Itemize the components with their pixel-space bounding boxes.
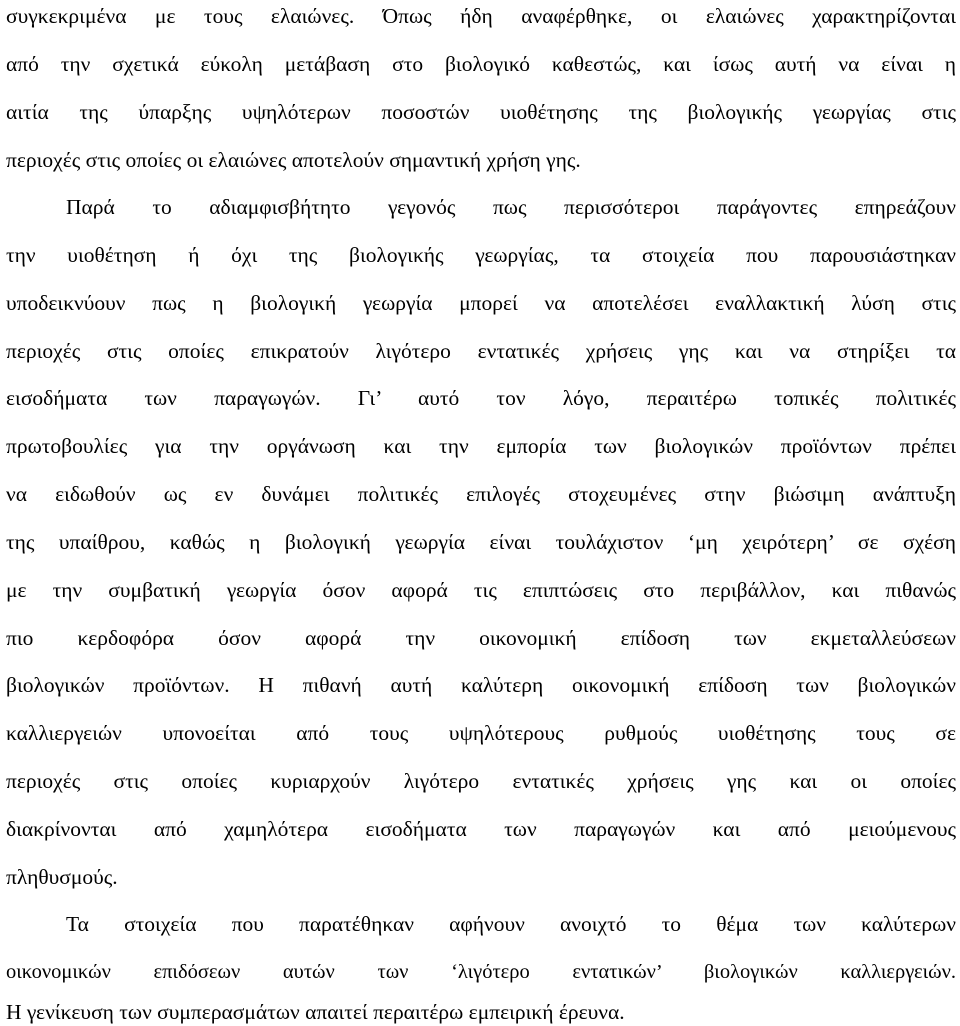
text-line: διακρίνονται από χαμηλότερα εισοδήματα των παραγωγών και από μειούμενους bbox=[6, 817, 956, 841]
text-line: πληθυσμούς. bbox=[6, 865, 118, 889]
text-line: Παρά το αδιαμφισβήτητο γεγονός πως περισσότεροι παράγοντες επηρεάζουν bbox=[66, 195, 956, 219]
text-line: την υιοθέτηση ή όχι της βιολογικής γεωργίας, τα στοιχεία που παρουσιάστηκαν bbox=[6, 243, 956, 267]
text-line: περιοχές στις οποίες οι ελαιώνες αποτελούν σημαντική χρήση γης. bbox=[6, 148, 581, 172]
text-line: περιοχές στις οποίες κυριαρχούν λιγότερο εντατικές χρήσεις γης και οι οποίες bbox=[6, 769, 956, 793]
text-line: από την σχετικά εύκολη μετάβαση στο βιολογικό καθεστώς, και ίσως αυτή να είναι η bbox=[6, 52, 956, 76]
text-line: να ειδωθούν ως εν δυνάμει πολιτικές επιλογές στοχευμένες στην βιώσιμη ανάπτυξη bbox=[6, 482, 956, 506]
text-line: συγκεκριμένα με τους ελαιώνες. Όπως ήδη αναφέρθηκε, οι ελαιώνες χαρακτηρίζονται bbox=[6, 4, 956, 28]
text-line: Η γενίκευση των συμπερασμάτων απαιτεί περαιτέρω εμπειρική έρευνα. bbox=[6, 1000, 625, 1024]
text-line: πιο κερδοφόρα όσον αφορά την οικονομική επίδοση των εκμεταλλεύσεων bbox=[6, 626, 956, 650]
text-line: καλλιεργειών υπονοείται από τους υψηλότερους ρυθμούς υιοθέτησης τους σε bbox=[6, 721, 956, 745]
text-line: βιολογικών προϊόντων. Η πιθανή αυτή καλύτερη οικονομική επίδοση των βιολογικών bbox=[6, 673, 956, 697]
text-line: περιοχές στις οποίες επικρατούν λιγότερο εντατικές χρήσεις γης και να στηρίξει τα bbox=[6, 339, 956, 363]
text-line: της υπαίθρου, καθώς η βιολογική γεωργία είναι τουλάχιστον ‘μη χειρότερη’ σε σχέση bbox=[6, 530, 956, 554]
text-line: εισοδήματα των παραγωγών. Γι’ αυτό τον λόγο, περαιτέρω τοπικές πολιτικές bbox=[6, 386, 956, 410]
text-line: Τα στοιχεία που παρατέθηκαν αφήνουν ανοιχτό το θέμα των καλύτερων bbox=[66, 912, 956, 936]
text-line: αιτία της ύπαρξης υψηλότερων ποσοστών υιοθέτησης της βιολογικής γεωργίας στις bbox=[6, 100, 956, 124]
text-line: πρωτοβουλίες για την οργάνωση και την εμπορία των βιολογικών προϊόντων πρέπει bbox=[6, 434, 956, 458]
text-line: με την συμβατική γεωργία όσον αφορά τις επιπτώσεις στο περιβάλλον, και πιθανώς bbox=[6, 578, 956, 602]
text-line: υποδεικνύουν πως η βιολογική γεωργία μπορεί να αποτελέσει εναλλακτική λύση στις bbox=[6, 291, 956, 315]
text-line: οικονομικών επιδόσεων αυτών των ‘λιγότερο εντατικών’ βιολογικών καλλιεργειών. bbox=[6, 961, 956, 983]
